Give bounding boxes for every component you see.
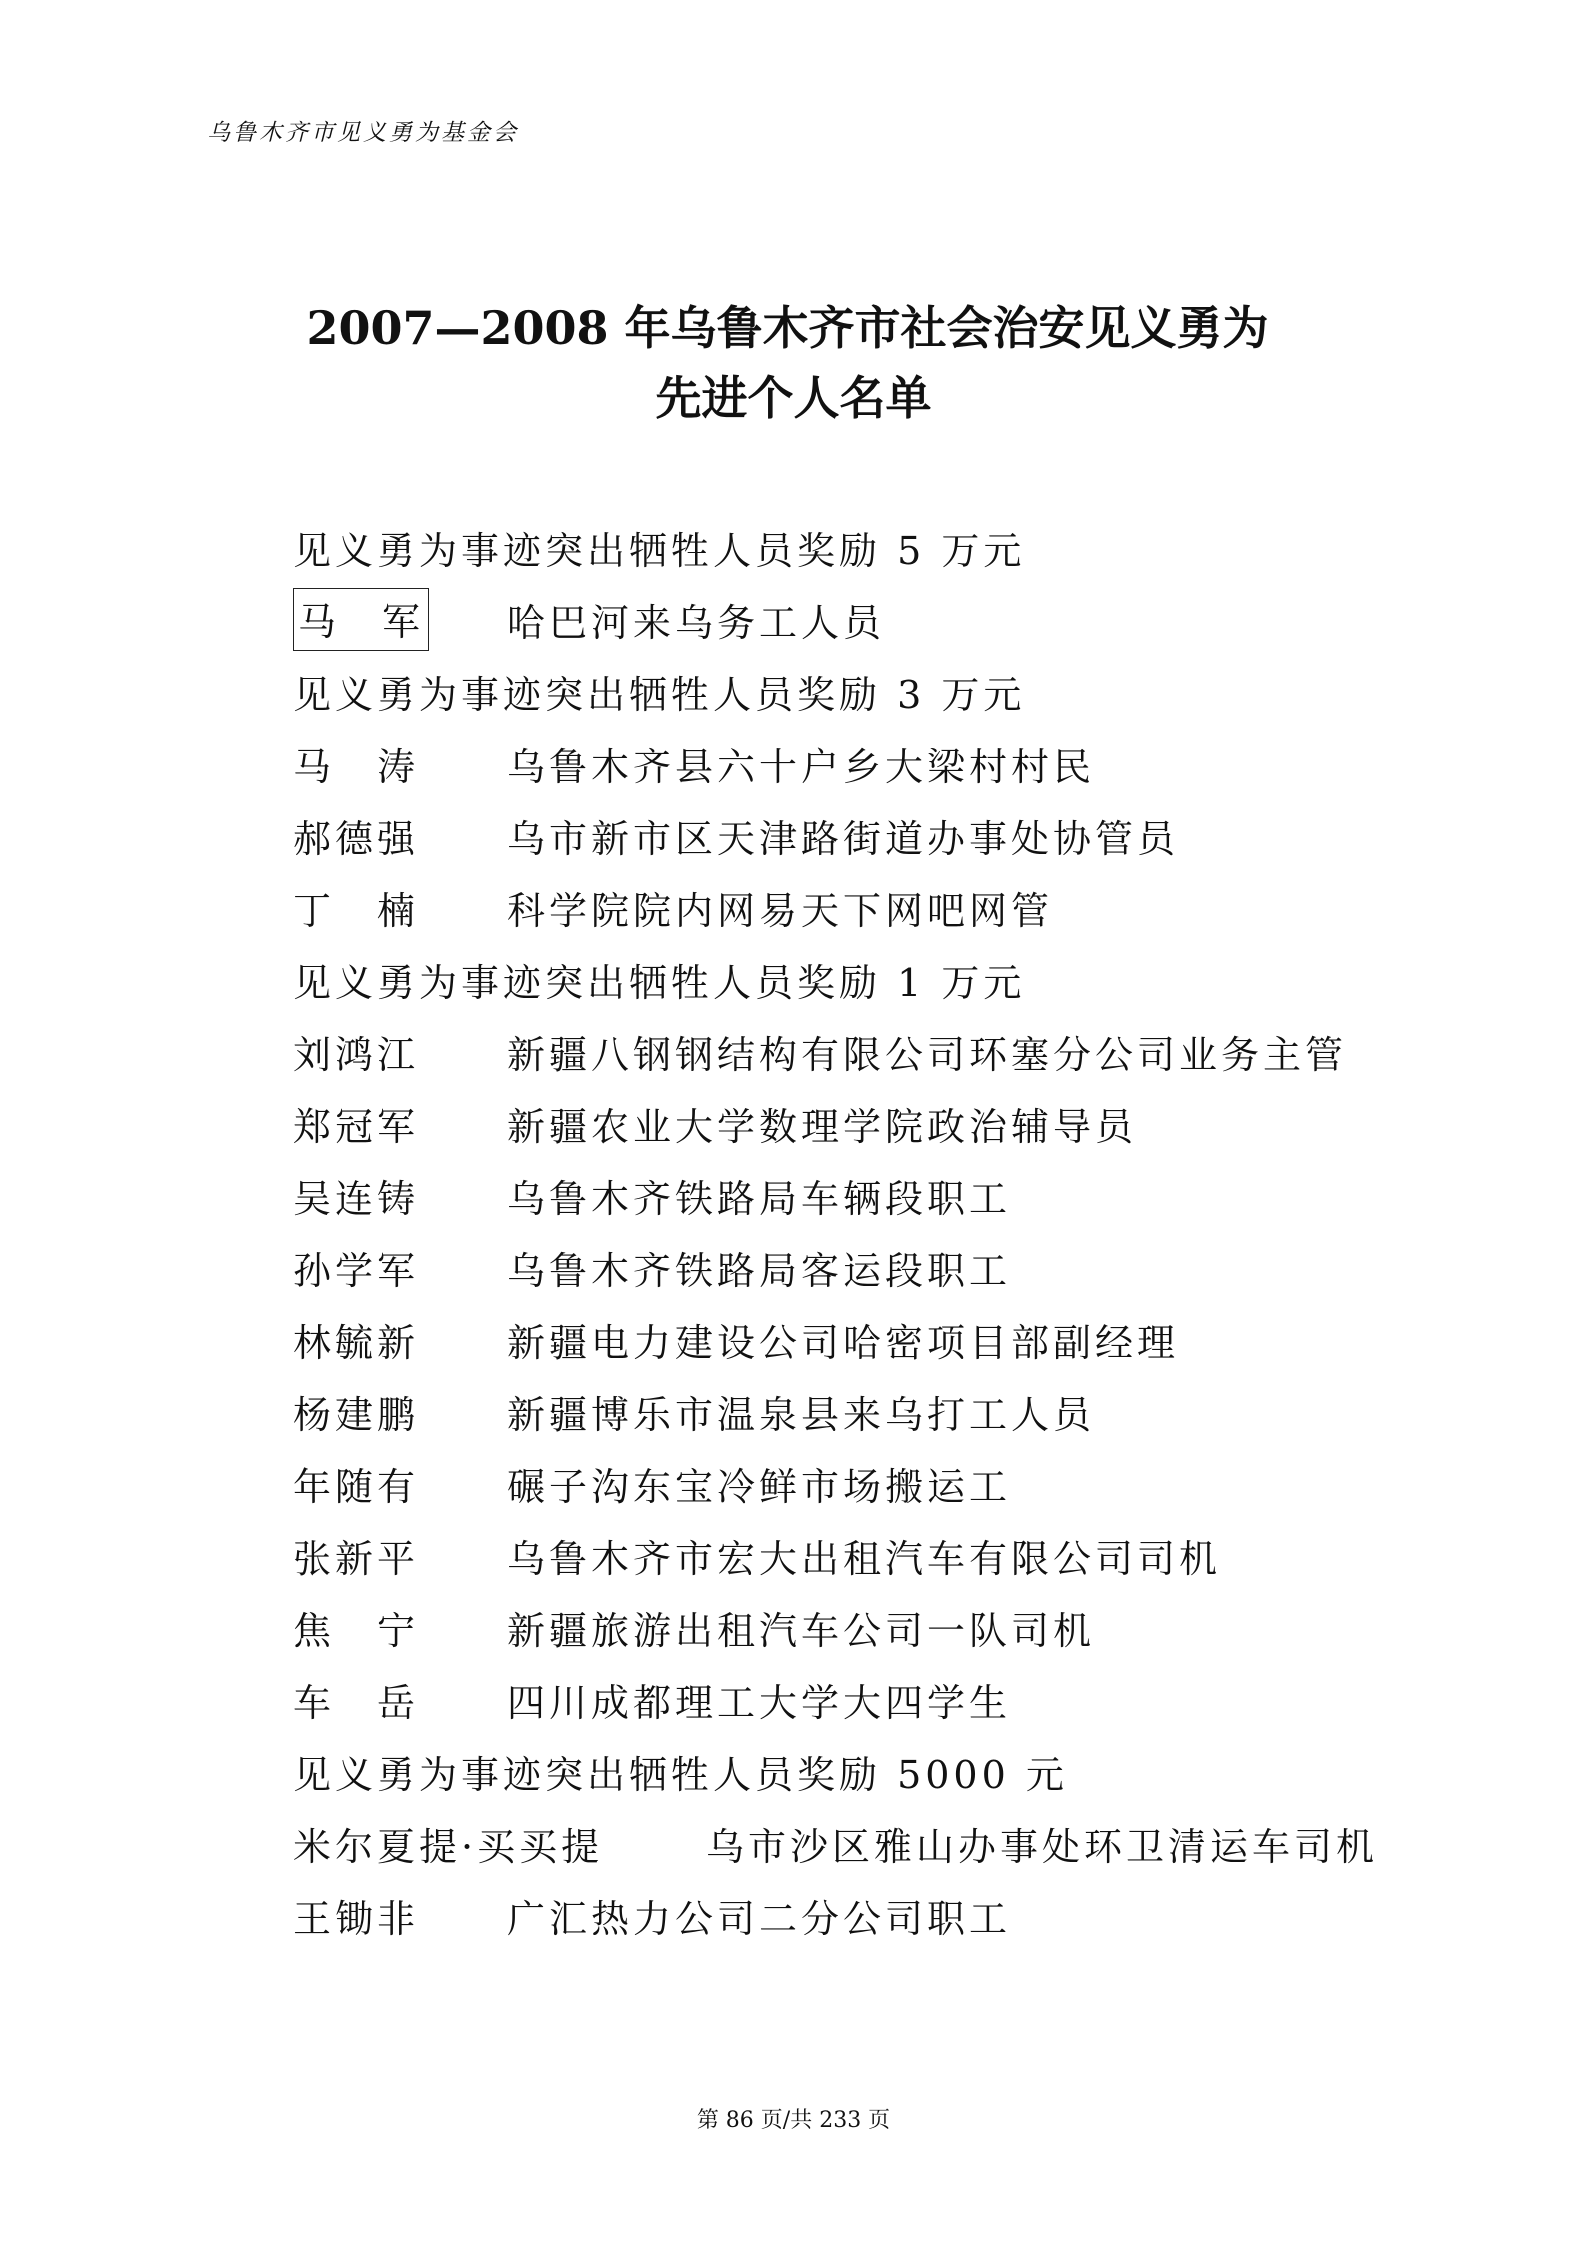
person-name: 郝德强 (293, 816, 420, 861)
document-title-line-2: 先进个人名单 (655, 371, 932, 425)
person-description: 新疆博乐市温泉县来乌打工人员 (507, 1392, 1096, 1437)
person-description: 广汇热力公司二分公司职工 (507, 1896, 1012, 1941)
person-name: 年随有 (293, 1464, 420, 1509)
header-organization: 乌鲁木齐市见义勇为基金会 (207, 120, 519, 146)
section-heading: 见义勇为事迹突出牺牲人员奖励 5000 元 (293, 1752, 1068, 1797)
person-name: 杨建鹏 (293, 1392, 420, 1437)
list-item (293, 1663, 1413, 1735)
list-item (293, 1015, 1413, 1087)
person-name: 焦 宁 (293, 1608, 420, 1653)
person-description: 科学院院内网易天下网吧网管 (507, 888, 1054, 933)
person-description: 新疆电力建设公司哈密项目部副经理 (507, 1320, 1180, 1365)
page-number: 第 86 页/共 233 页 (696, 2108, 891, 2133)
person-name: 孙学军 (293, 1248, 420, 1293)
section-heading: 见义勇为事迹突出牺牲人员奖励 5 万元 (293, 528, 1026, 573)
person-name: 丁 楠 (293, 888, 420, 933)
list-item (293, 1087, 1413, 1159)
list-item (293, 1591, 1413, 1663)
person-description: 乌鲁木齐铁路局车辆段职工 (507, 1176, 1012, 1221)
person-name: 王锄非 (293, 1896, 420, 1941)
person-description: 乌市新市区天津路街道办事处协管员 (507, 816, 1180, 861)
person-description: 哈巴河来乌务工人员 (507, 600, 886, 645)
person-name: 马 涛 (293, 744, 420, 789)
person-name: 刘鸿江 (293, 1032, 420, 1077)
person-description: 四川成都理工大学大四学生 (507, 1680, 1012, 1725)
list-item (293, 727, 1413, 799)
person-name: 郑冠军 (293, 1104, 420, 1149)
list-item (293, 1807, 1413, 1879)
section-heading: 见义勇为事迹突出牺牲人员奖励 3 万元 (293, 672, 1026, 717)
list-item (293, 871, 1413, 943)
list-item (293, 1447, 1413, 1519)
person-description: 乌市沙区雅山办事处环卫清运车司机 (706, 1824, 1379, 1869)
honor-list (293, 511, 1413, 1951)
list-item (293, 1879, 1413, 1951)
person-description: 乌鲁木齐市宏大出租汽车有限公司司机 (507, 1536, 1222, 1581)
list-item (293, 583, 1413, 655)
person-name: 马 军 (293, 588, 507, 651)
person-description: 乌鲁木齐县六十户乡大梁村村民 (507, 744, 1096, 789)
person-name: 车 岳 (293, 1680, 420, 1725)
person-description: 新疆农业大学数理学院政治辅导员 (507, 1104, 1138, 1149)
document-title-line-1: 2007—2008 年乌鲁木齐市社会治安见义勇为 (306, 301, 1269, 355)
list-item (293, 1231, 1413, 1303)
list-item (293, 1375, 1413, 1447)
person-name: 米尔夏提·买买提 (293, 1824, 604, 1869)
person-name: 张新平 (293, 1536, 420, 1581)
person-description: 碾子沟东宝冷鲜市场搬运工 (507, 1464, 1012, 1509)
person-name: 林毓新 (293, 1320, 420, 1365)
person-description: 新疆旅游出租汽车公司一队司机 (507, 1608, 1096, 1653)
list-item (293, 1159, 1413, 1231)
list-item (293, 799, 1413, 871)
list-item (293, 1303, 1413, 1375)
list-item (293, 1519, 1413, 1591)
person-name: 吴连铸 (293, 1176, 420, 1221)
person-description: 新疆八钢钢结构有限公司环塞分公司业务主管 (507, 1032, 1348, 1077)
section-heading: 见义勇为事迹突出牺牲人员奖励 1 万元 (293, 960, 1026, 1005)
person-description: 乌鲁木齐铁路局客运段职工 (507, 1248, 1012, 1293)
